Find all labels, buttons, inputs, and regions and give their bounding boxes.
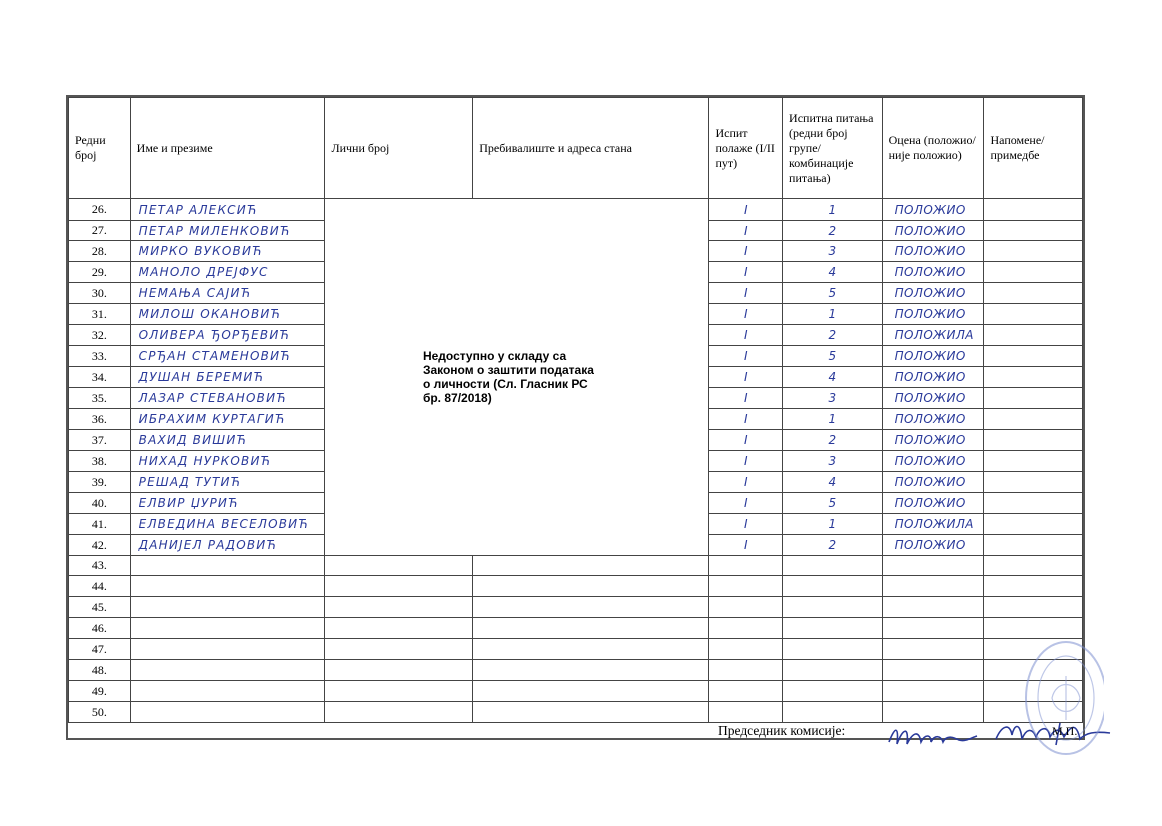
row-number: 33. <box>69 346 131 367</box>
table-row <box>69 618 1083 639</box>
candidate-name: ДУШАН БЕРЕМИЋ <box>130 367 325 388</box>
attempt-cell <box>709 597 783 618</box>
question-cell: 5 <box>783 493 883 514</box>
row-number: 41. <box>69 514 131 535</box>
grade-cell <box>882 618 984 639</box>
grade-cell: ПОЛОЖИО <box>882 388 984 409</box>
grade-cell <box>882 639 984 660</box>
question-cell: 4 <box>783 262 883 283</box>
candidate-name: МИРКО ВУКОВИЋ <box>130 241 325 262</box>
question-cell <box>783 660 883 681</box>
notes-cell <box>984 241 1083 262</box>
grade-cell: ПОЛОЖИО <box>882 199 984 221</box>
table-row <box>69 199 1083 221</box>
notes-cell <box>984 514 1083 535</box>
notes-cell <box>984 346 1083 367</box>
grade-cell: ПОЛОЖИО <box>882 409 984 430</box>
address-cell <box>473 639 709 660</box>
notes-cell <box>984 618 1083 639</box>
notes-cell <box>984 472 1083 493</box>
candidate-name <box>130 681 325 702</box>
question-cell <box>783 681 883 702</box>
grade-cell <box>882 556 984 576</box>
address-cell <box>473 556 709 576</box>
notes-cell <box>984 576 1083 597</box>
table-row <box>69 576 1083 597</box>
row-number: 36. <box>69 409 131 430</box>
row-number: 40. <box>69 493 131 514</box>
attempt-cell: I <box>709 430 783 451</box>
exam-table <box>68 97 1083 745</box>
grade-cell: ПОЛОЖИО <box>882 346 984 367</box>
candidate-name <box>130 618 325 639</box>
attempt-cell: I <box>709 409 783 430</box>
personal-id-cell <box>325 660 473 681</box>
notes-cell <box>984 221 1083 241</box>
attempt-cell: I <box>709 388 783 409</box>
header-attempt: Испит полаже (I/II пут) <box>709 98 783 199</box>
address-cell <box>473 702 709 723</box>
row-number: 45. <box>69 597 131 618</box>
address-cell <box>473 576 709 597</box>
row-number: 47. <box>69 639 131 660</box>
candidate-name <box>130 597 325 618</box>
question-cell: 2 <box>783 430 883 451</box>
attempt-cell: I <box>709 514 783 535</box>
question-cell <box>783 639 883 660</box>
attempt-cell <box>709 702 783 723</box>
row-number: 32. <box>69 325 131 346</box>
row-number: 26. <box>69 199 131 221</box>
notes-cell <box>984 262 1083 283</box>
grade-cell <box>882 660 984 681</box>
attempt-cell: I <box>709 493 783 514</box>
grade-cell: ПОЛОЖИО <box>882 262 984 283</box>
notes-cell <box>984 388 1083 409</box>
question-cell: 2 <box>783 535 883 556</box>
header-name: Име и презиме <box>130 98 325 199</box>
table-body <box>69 199 1083 745</box>
grade-cell: ПОЛОЖИО <box>882 304 984 325</box>
row-number: 42. <box>69 535 131 556</box>
grade-cell: ПОЛОЖИО <box>882 535 984 556</box>
header-address: Пребивалиште и адреса стана <box>473 98 709 199</box>
candidate-name <box>130 702 325 723</box>
row-number: 37. <box>69 430 131 451</box>
personal-id-cell <box>325 576 473 597</box>
candidate-name: ЕЛВЕДИНА ВЕСЕЛОВИЋ <box>130 514 325 535</box>
attempt-cell: I <box>709 346 783 367</box>
seal-place-label: М.П. <box>1052 724 1078 738</box>
personal-id-cell <box>325 618 473 639</box>
table-row <box>69 681 1083 702</box>
grade-cell: ПОЛОЖИО <box>882 241 984 262</box>
question-cell: 3 <box>783 451 883 472</box>
header-notes: Напомене/ примедбе <box>984 98 1083 199</box>
table-row <box>69 597 1083 618</box>
table-row <box>69 639 1083 660</box>
row-number: 46. <box>69 618 131 639</box>
question-cell: 1 <box>783 199 883 221</box>
grade-cell: ПОЛОЖИО <box>882 283 984 304</box>
grade-cell: ПОЛОЖИО <box>882 451 984 472</box>
notes-cell <box>984 597 1083 618</box>
row-number: 27. <box>69 221 131 241</box>
grade-cell <box>882 597 984 618</box>
notes-cell <box>984 367 1083 388</box>
question-cell <box>783 597 883 618</box>
grade-cell: ПОЛОЖИО <box>882 221 984 241</box>
redacted-personal-data <box>325 199 709 556</box>
personal-id-cell <box>325 597 473 618</box>
row-number: 49. <box>69 681 131 702</box>
question-cell: 3 <box>783 241 883 262</box>
header-questions: Испитна питања (редни број групе/ комбинације питања) <box>783 98 883 199</box>
notes-cell <box>984 283 1083 304</box>
candidate-name: МАНОЛО ДРЕЈФУС <box>130 262 325 283</box>
privacy-notice: Недоступно у складу са Законом о заштити података о личности (Сл. Гласник РС бр. 87/2018) <box>422 348 594 405</box>
row-number: 30. <box>69 283 131 304</box>
grade-cell: ПОЛОЖИО <box>882 367 984 388</box>
notes-cell <box>984 304 1083 325</box>
row-number: 50. <box>69 702 131 723</box>
header-personal-id: Лични број <box>325 98 473 199</box>
row-number: 31. <box>69 304 131 325</box>
candidate-name: НЕМАЊА САЈИЋ <box>130 283 325 304</box>
question-cell <box>783 618 883 639</box>
question-cell: 1 <box>783 514 883 535</box>
grade-cell: ПОЛОЖИО <box>882 493 984 514</box>
candidate-name <box>130 639 325 660</box>
attempt-cell <box>709 639 783 660</box>
candidate-name: ПЕТАР МИЛЕНКОВИЋ <box>130 221 325 241</box>
address-cell <box>473 681 709 702</box>
candidate-name: ДАНИЈЕЛ РАДОВИЋ <box>130 535 325 556</box>
row-number: 43. <box>69 556 131 576</box>
question-cell: 5 <box>783 283 883 304</box>
attempt-cell <box>709 618 783 639</box>
attempt-cell <box>709 681 783 702</box>
candidate-name: НИХАД НУРКОВИЋ <box>130 451 325 472</box>
grade-cell: ПОЛОЖИЛА <box>882 325 984 346</box>
candidate-name: ОЛИВЕРА ЂОРЂЕВИЋ <box>130 325 325 346</box>
attempt-cell: I <box>709 221 783 241</box>
attempt-cell: I <box>709 283 783 304</box>
candidate-name: ЛАЗАР СТЕВАНОВИЋ <box>130 388 325 409</box>
attempt-cell: I <box>709 325 783 346</box>
address-cell <box>473 618 709 639</box>
grade-cell <box>882 576 984 597</box>
row-number: 39. <box>69 472 131 493</box>
personal-id-cell <box>325 556 473 576</box>
header-ordinal: Редни број <box>69 98 131 199</box>
candidate-name <box>130 576 325 597</box>
notes-cell <box>984 493 1083 514</box>
row-number: 28. <box>69 241 131 262</box>
attempt-cell <box>709 576 783 597</box>
candidate-name: ПЕТАР АЛЕКСИЋ <box>130 199 325 221</box>
table-row <box>69 556 1083 576</box>
question-cell: 3 <box>783 388 883 409</box>
attempt-cell: I <box>709 367 783 388</box>
personal-id-cell <box>325 702 473 723</box>
president-signature <box>885 720 980 750</box>
question-cell <box>783 702 883 723</box>
attempt-cell: I <box>709 241 783 262</box>
candidate-name <box>130 556 325 576</box>
attempt-cell <box>709 660 783 681</box>
candidate-name: СРЂАН СТАМЕНОВИЋ <box>130 346 325 367</box>
grade-cell: ПОЛОЖИЛА <box>882 514 984 535</box>
personal-id-cell <box>325 681 473 702</box>
grade-cell: ПОЛОЖИО <box>882 430 984 451</box>
notes-cell <box>984 556 1083 576</box>
row-number: 44. <box>69 576 131 597</box>
notes-cell <box>984 430 1083 451</box>
candidate-name: РЕШАД ТУТИЋ <box>130 472 325 493</box>
row-number: 29. <box>69 262 131 283</box>
candidate-name: МИЛОШ ОКАНОВИЋ <box>130 304 325 325</box>
question-cell: 4 <box>783 472 883 493</box>
row-number: 35. <box>69 388 131 409</box>
commission-president-label: Председник комисије: <box>718 723 846 738</box>
candidate-name: ИБРАХИМ КУРТАГИЋ <box>130 409 325 430</box>
exam-record-sheet <box>66 95 1085 740</box>
row-number: 48. <box>69 660 131 681</box>
candidate-name <box>130 660 325 681</box>
row-number: 34. <box>69 367 131 388</box>
official-seal <box>1018 640 1104 760</box>
candidate-name: ВАХИД ВИШИЋ <box>130 430 325 451</box>
row-number: 38. <box>69 451 131 472</box>
attempt-cell: I <box>709 535 783 556</box>
attempt-cell: I <box>709 472 783 493</box>
question-cell <box>783 556 883 576</box>
notes-cell <box>984 451 1083 472</box>
attempt-cell: I <box>709 304 783 325</box>
notes-cell <box>984 199 1083 221</box>
question-cell: 1 <box>783 304 883 325</box>
notes-cell <box>984 409 1083 430</box>
question-cell: 2 <box>783 221 883 241</box>
notes-cell <box>984 325 1083 346</box>
question-cell: 5 <box>783 346 883 367</box>
candidate-name: ЕЛВИР ЏУРИЋ <box>130 493 325 514</box>
address-cell <box>473 597 709 618</box>
header-grade: Оцена (положио/ није положио) <box>882 98 984 199</box>
attempt-cell: I <box>709 199 783 221</box>
personal-id-cell <box>325 639 473 660</box>
attempt-cell <box>709 556 783 576</box>
notes-cell <box>984 535 1083 556</box>
address-cell <box>473 660 709 681</box>
question-cell: 4 <box>783 367 883 388</box>
question-cell: 1 <box>783 409 883 430</box>
question-cell <box>783 576 883 597</box>
table-row <box>69 660 1083 681</box>
attempt-cell: I <box>709 451 783 472</box>
question-cell: 2 <box>783 325 883 346</box>
grade-cell <box>882 681 984 702</box>
attempt-cell: I <box>709 262 783 283</box>
grade-cell: ПОЛОЖИО <box>882 472 984 493</box>
